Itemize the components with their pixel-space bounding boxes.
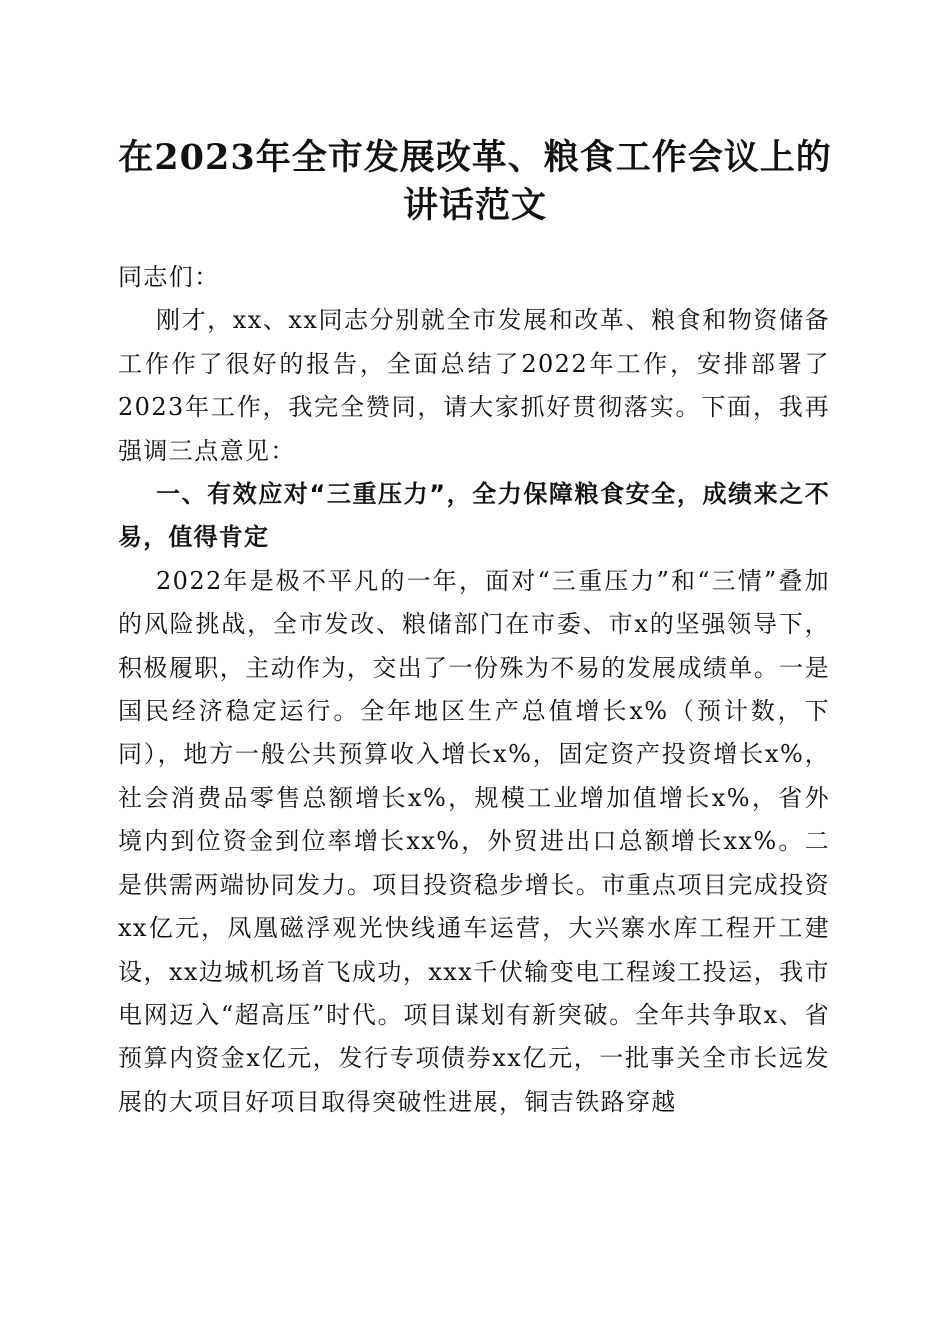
document-title — [100, 134, 850, 230]
title-line-2: 讲话范文 — [402, 185, 547, 226]
section-paragraph-1: 2022年是极不平凡的一年，面对“三重压力”和“三情”叠加的风险挑战，全市发改、粮储部门在市委、市x的坚强领导下，积极履职，主动作为，交出了一份殊为不易的发展成绩单。一是国民经济稳定运行。全年地区生产总值增长x%（预计数，下同），地方一般公共预算收入增长x%，固定资产投资增长x%，社会消费品零售总额增长x%，规模工业增加值增长x%，省外境内到位资金到位率增长xx%，外贸进出口总额增长xx%。二是供需两端协同发力。项目投资稳步增长。市重点项目完成投资xx亿元，凤凰磁浮观光快线通车运营，大兴寨水库工程开工建设，xx边城机场首飞成功，xxx千伏输变电工程竣工投运，我市电网迈入“超高压”时代。项目谋划有新突破。全年共争取x、省预算内资金x亿元，发行专项债券xx亿元，一批事关全市长远发展的大项目好项目取得突破性进展，铜吉铁路穿越 — [118, 566, 830, 1116]
opening-paragraph: 刚才，xx、xx同志分别就全市发展和改革、粮食和物资储备工作作了很好的报告，全面总结了2022年工作，安排部署了2023年工作，我完全赞同，请大家抓好贯彻落实。下面，我再强调三点意见： — [118, 306, 830, 465]
salutation: 同志们： — [118, 263, 220, 291]
document-body — [118, 256, 830, 1124]
title-line-1: 在2023年全市发展改革、粮食工作会议上的 — [118, 137, 832, 178]
section-heading-1: 一、有效应对“三重压力”，全力保障粮食安全，成绩来之不易，值得肯定 — [118, 480, 830, 552]
